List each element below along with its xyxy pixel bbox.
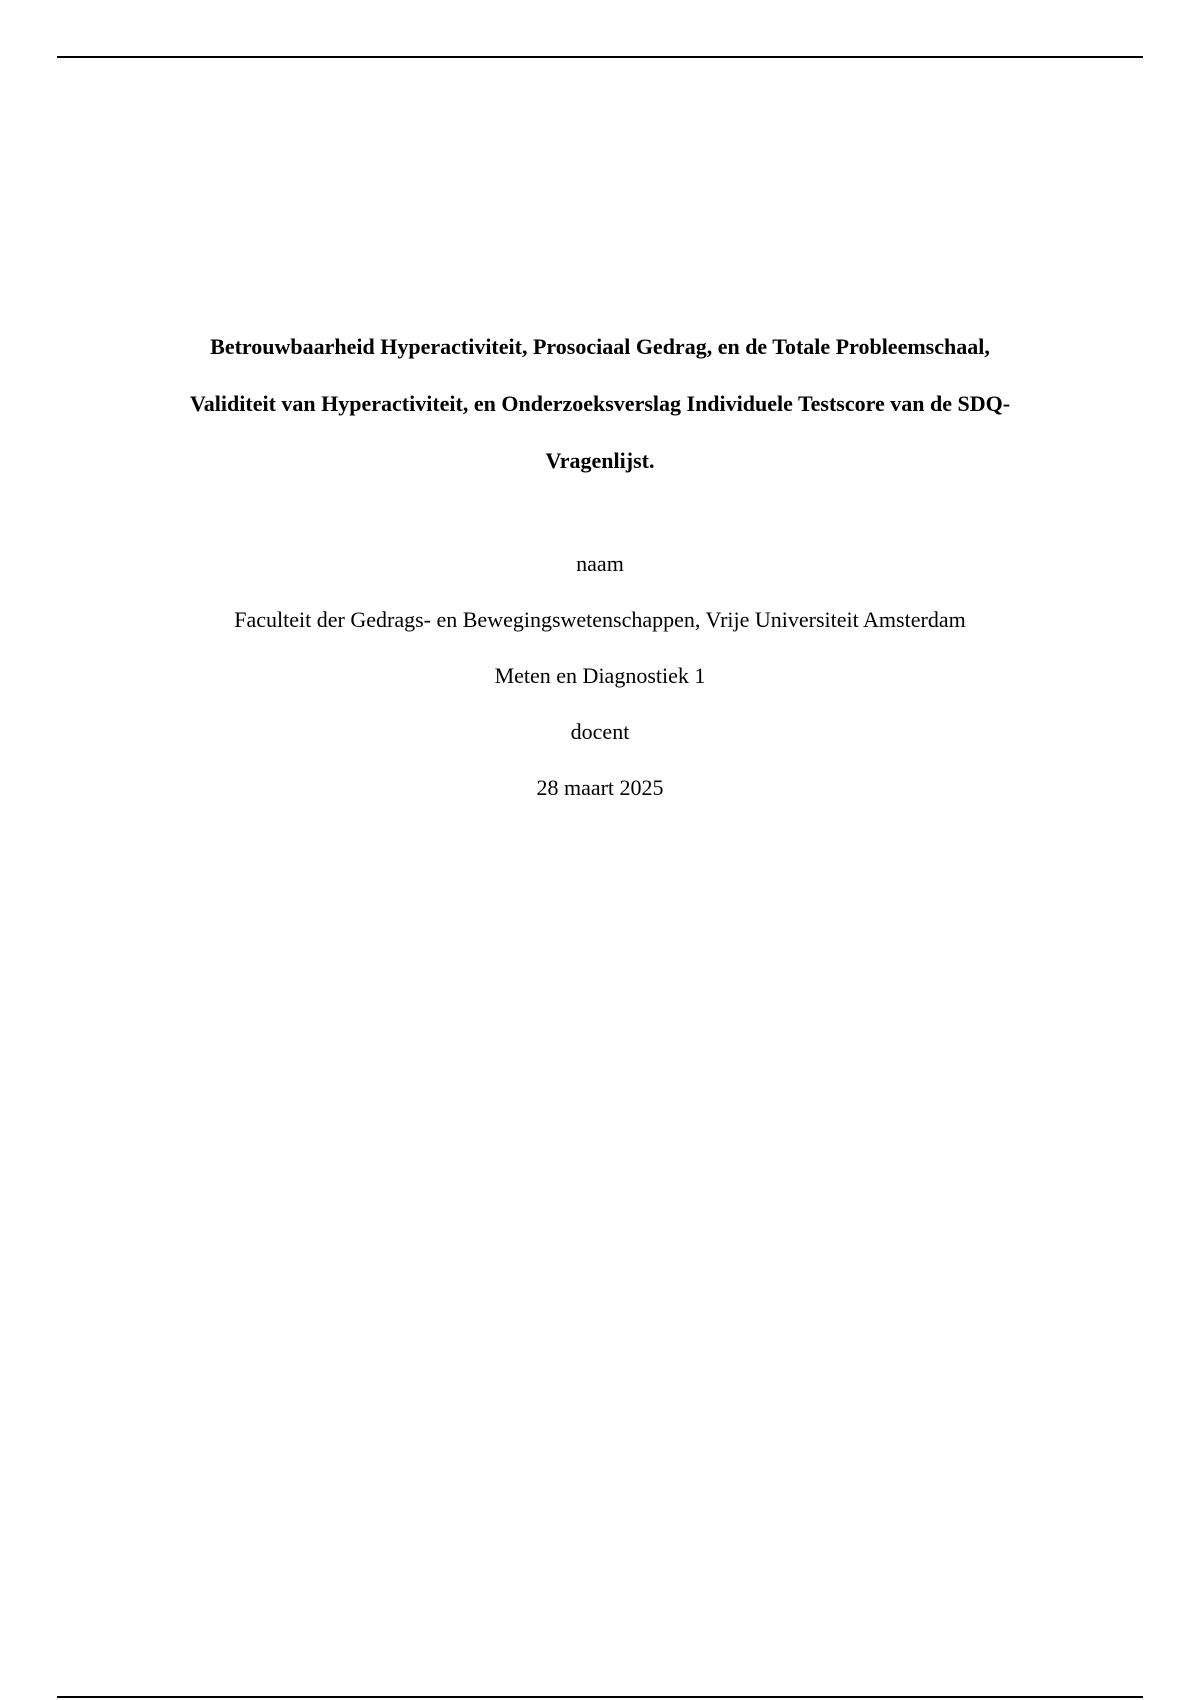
header-rule	[57, 56, 1143, 58]
instructor-name: docent	[570, 719, 630, 744]
title-line-3: Vragenlijst.	[545, 448, 655, 473]
author-name: naam	[576, 551, 624, 576]
course-name: Meten en Diagnostiek 1	[494, 663, 706, 688]
footer-rule	[57, 1696, 1143, 1698]
affiliation: Faculteit der Gedrags- en Bewegingswetenschappen, Vrije Universiteit Amsterdam	[234, 607, 966, 632]
document-title	[100, 318, 1100, 489]
document-date: 28 maart 2025	[536, 775, 664, 800]
title-line-1: Betrouwbaarheid Hyperactiviteit, Prosociaal Gedrag, en de Totale Probleemschaal,	[210, 334, 990, 359]
title-page-meta	[100, 536, 1100, 816]
title-line-2: Validiteit van Hyperactiviteit, en Onderzoeksverslag Individuele Testscore van de SDQ-	[189, 391, 1011, 416]
